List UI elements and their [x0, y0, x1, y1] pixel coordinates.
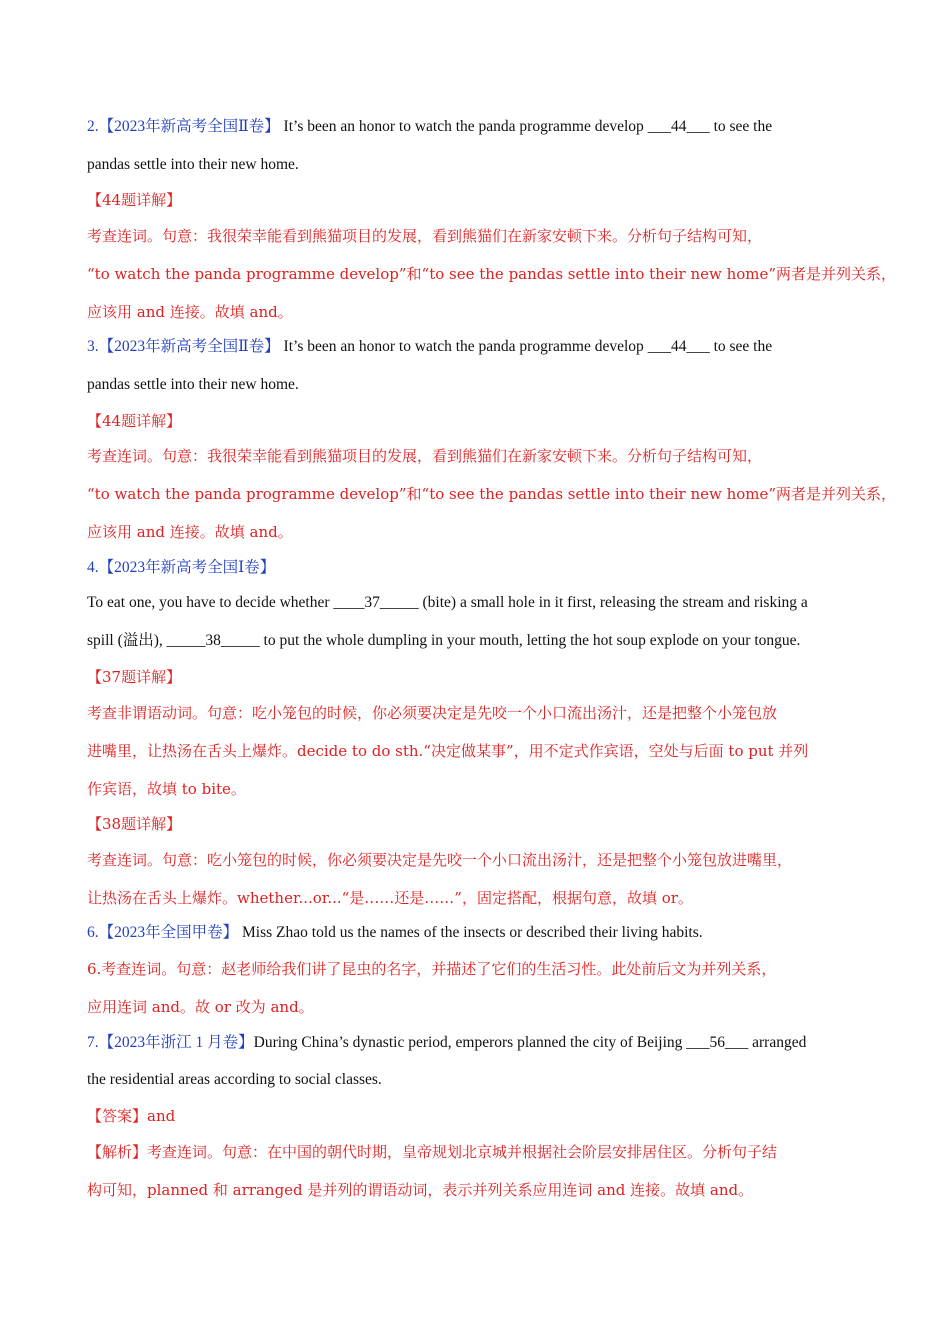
explanation-text: 考查非谓语动词。句意：吃小笼包的时候，你必须要决定是先咬一个小口流出汤汁，还是把整个小笼包放 — [87, 704, 778, 722]
answer-blank: ___56___ — [686, 1034, 749, 1051]
question-text: To eat one, you have to decide whether — [87, 594, 334, 611]
question-text: It’s been an honor to watch the panda programme develop — [279, 118, 648, 135]
explanation-text: “to watch the panda programme develop”和“to see the pandas settle into their new home”两者是并列关系， — [87, 485, 897, 503]
explanation-text: 让热汤在舌头上爆炸。whether...or...“是……还是……”，固定搭配，根据句意，故填 or。 — [87, 889, 693, 907]
question-text: During China’s dynastic period, emperors planned the city of Beijing — [253, 1034, 687, 1051]
question-number: 6. — [87, 924, 99, 941]
question-text: (bite) a small hole in it first, releasing the stream and risking a — [418, 594, 808, 611]
question-2 — [87, 117, 887, 137]
question-text: It’s been an honor to watch the panda programme develop — [279, 338, 648, 355]
question-source: 【2023年浙江 1 月卷】 — [98, 1034, 254, 1051]
analysis-label: 【解析】 — [87, 1143, 148, 1161]
explanation-text: 考查连词。句意：我很荣幸能看到熊猫项目的发展，看到熊猫们在新家安顿下来。分析句子结构可知， — [87, 447, 763, 465]
answer-blank: ___44___ — [647, 118, 710, 135]
question-7-line2: the residential areas according to social classes. — [87, 1071, 382, 1088]
question-number: 7. — [87, 1034, 99, 1051]
question-source: 【2023年新高考全国Ⅰ卷】 — [98, 559, 276, 576]
question-text: to see the — [709, 118, 773, 135]
explanation-heading: 【37题详解】 — [87, 668, 182, 686]
explanation-heading: 【44题详解】 — [87, 412, 182, 430]
question-7 — [87, 1033, 887, 1053]
question-6 — [87, 923, 887, 943]
explanation-text: 考查连词。句意：我很荣幸能看到熊猫项目的发展，看到熊猫们在新家安顿下来。分析句子结构可知， — [87, 227, 763, 245]
question-number: 4. — [87, 559, 99, 576]
explanation-text: 考查连词。句意：在中国的朝代时期，皇帝规划北京城并根据社会阶层安排居住区。分析句子结 — [147, 1143, 778, 1161]
question-3-line2: pandas settle into their new home. — [87, 376, 299, 393]
explanation-text: 应该用 and 连接。故填 and。 — [87, 523, 293, 541]
answer-blank: ____37_____ — [333, 594, 419, 611]
question-4 — [87, 558, 887, 578]
question-text: to put the whole dumpling in your mouth, letting the hot soup explode on your tongue. — [259, 632, 801, 649]
question-text: Miss Zhao told us the names of the insects or described their living habits. — [238, 924, 703, 941]
explanation-text: 进嘴里，让热汤在舌头上爆炸。decide to do sth.“决定做某事”，用不定式作宾语，空处与后面 to put 并列 — [87, 742, 809, 760]
explanation-text: 应该用 and 连接。故填 and。 — [87, 303, 293, 321]
answer-line — [87, 1106, 887, 1126]
explanation-text: “to watch the panda programme develop”和“to see the pandas settle into their new home”两者是并列关系， — [87, 265, 897, 283]
answer-blank: ___44___ — [647, 338, 710, 355]
answer-value: and — [147, 1107, 176, 1125]
answer-label: 【答案】 — [87, 1107, 148, 1125]
analysis-line — [87, 1142, 887, 1162]
question-number: 3. — [87, 338, 99, 355]
question-3 — [87, 337, 887, 357]
answer-blank: _____38_____ — [166, 632, 260, 649]
question-source: 【2023年新高考全国Ⅱ卷】 — [98, 338, 280, 355]
explanation-text: 6.考查连词。句意：赵老师给我们讲了昆虫的名字，并描述了它们的生活习性。此处前后文为并列关系， — [87, 960, 777, 978]
question-text: arranged — [748, 1034, 807, 1051]
question-source: 【2023年新高考全国Ⅱ卷】 — [98, 118, 280, 135]
question-source: 【2023年全国甲卷】 — [98, 924, 239, 941]
question-text: spill (溢出), — [87, 632, 167, 649]
question-4-line1 — [87, 593, 887, 613]
explanation-text: 构可知，planned 和 arranged 是并列的谓语动词，表示并列关系应用连词 and 连接。故填 and。 — [87, 1181, 754, 1199]
question-number: 2. — [87, 118, 99, 135]
explanation-text: 考查连词。句意：吃小笼包的时候，你必须要决定是先咬一个小口流出汤汁，还是把整个小笼包放进嘴里， — [87, 851, 793, 869]
question-4-line2 — [87, 631, 887, 651]
explanation-text: 作宾语，故填 to bite。 — [87, 780, 246, 798]
explanation-heading: 【44题详解】 — [87, 191, 182, 209]
question-2-line2: pandas settle into their new home. — [87, 156, 299, 173]
explanation-heading: 【38题详解】 — [87, 815, 182, 833]
explanation-text: 应用连词 and。故 or 改为 and。 — [87, 998, 314, 1016]
question-text: to see the — [709, 338, 773, 355]
